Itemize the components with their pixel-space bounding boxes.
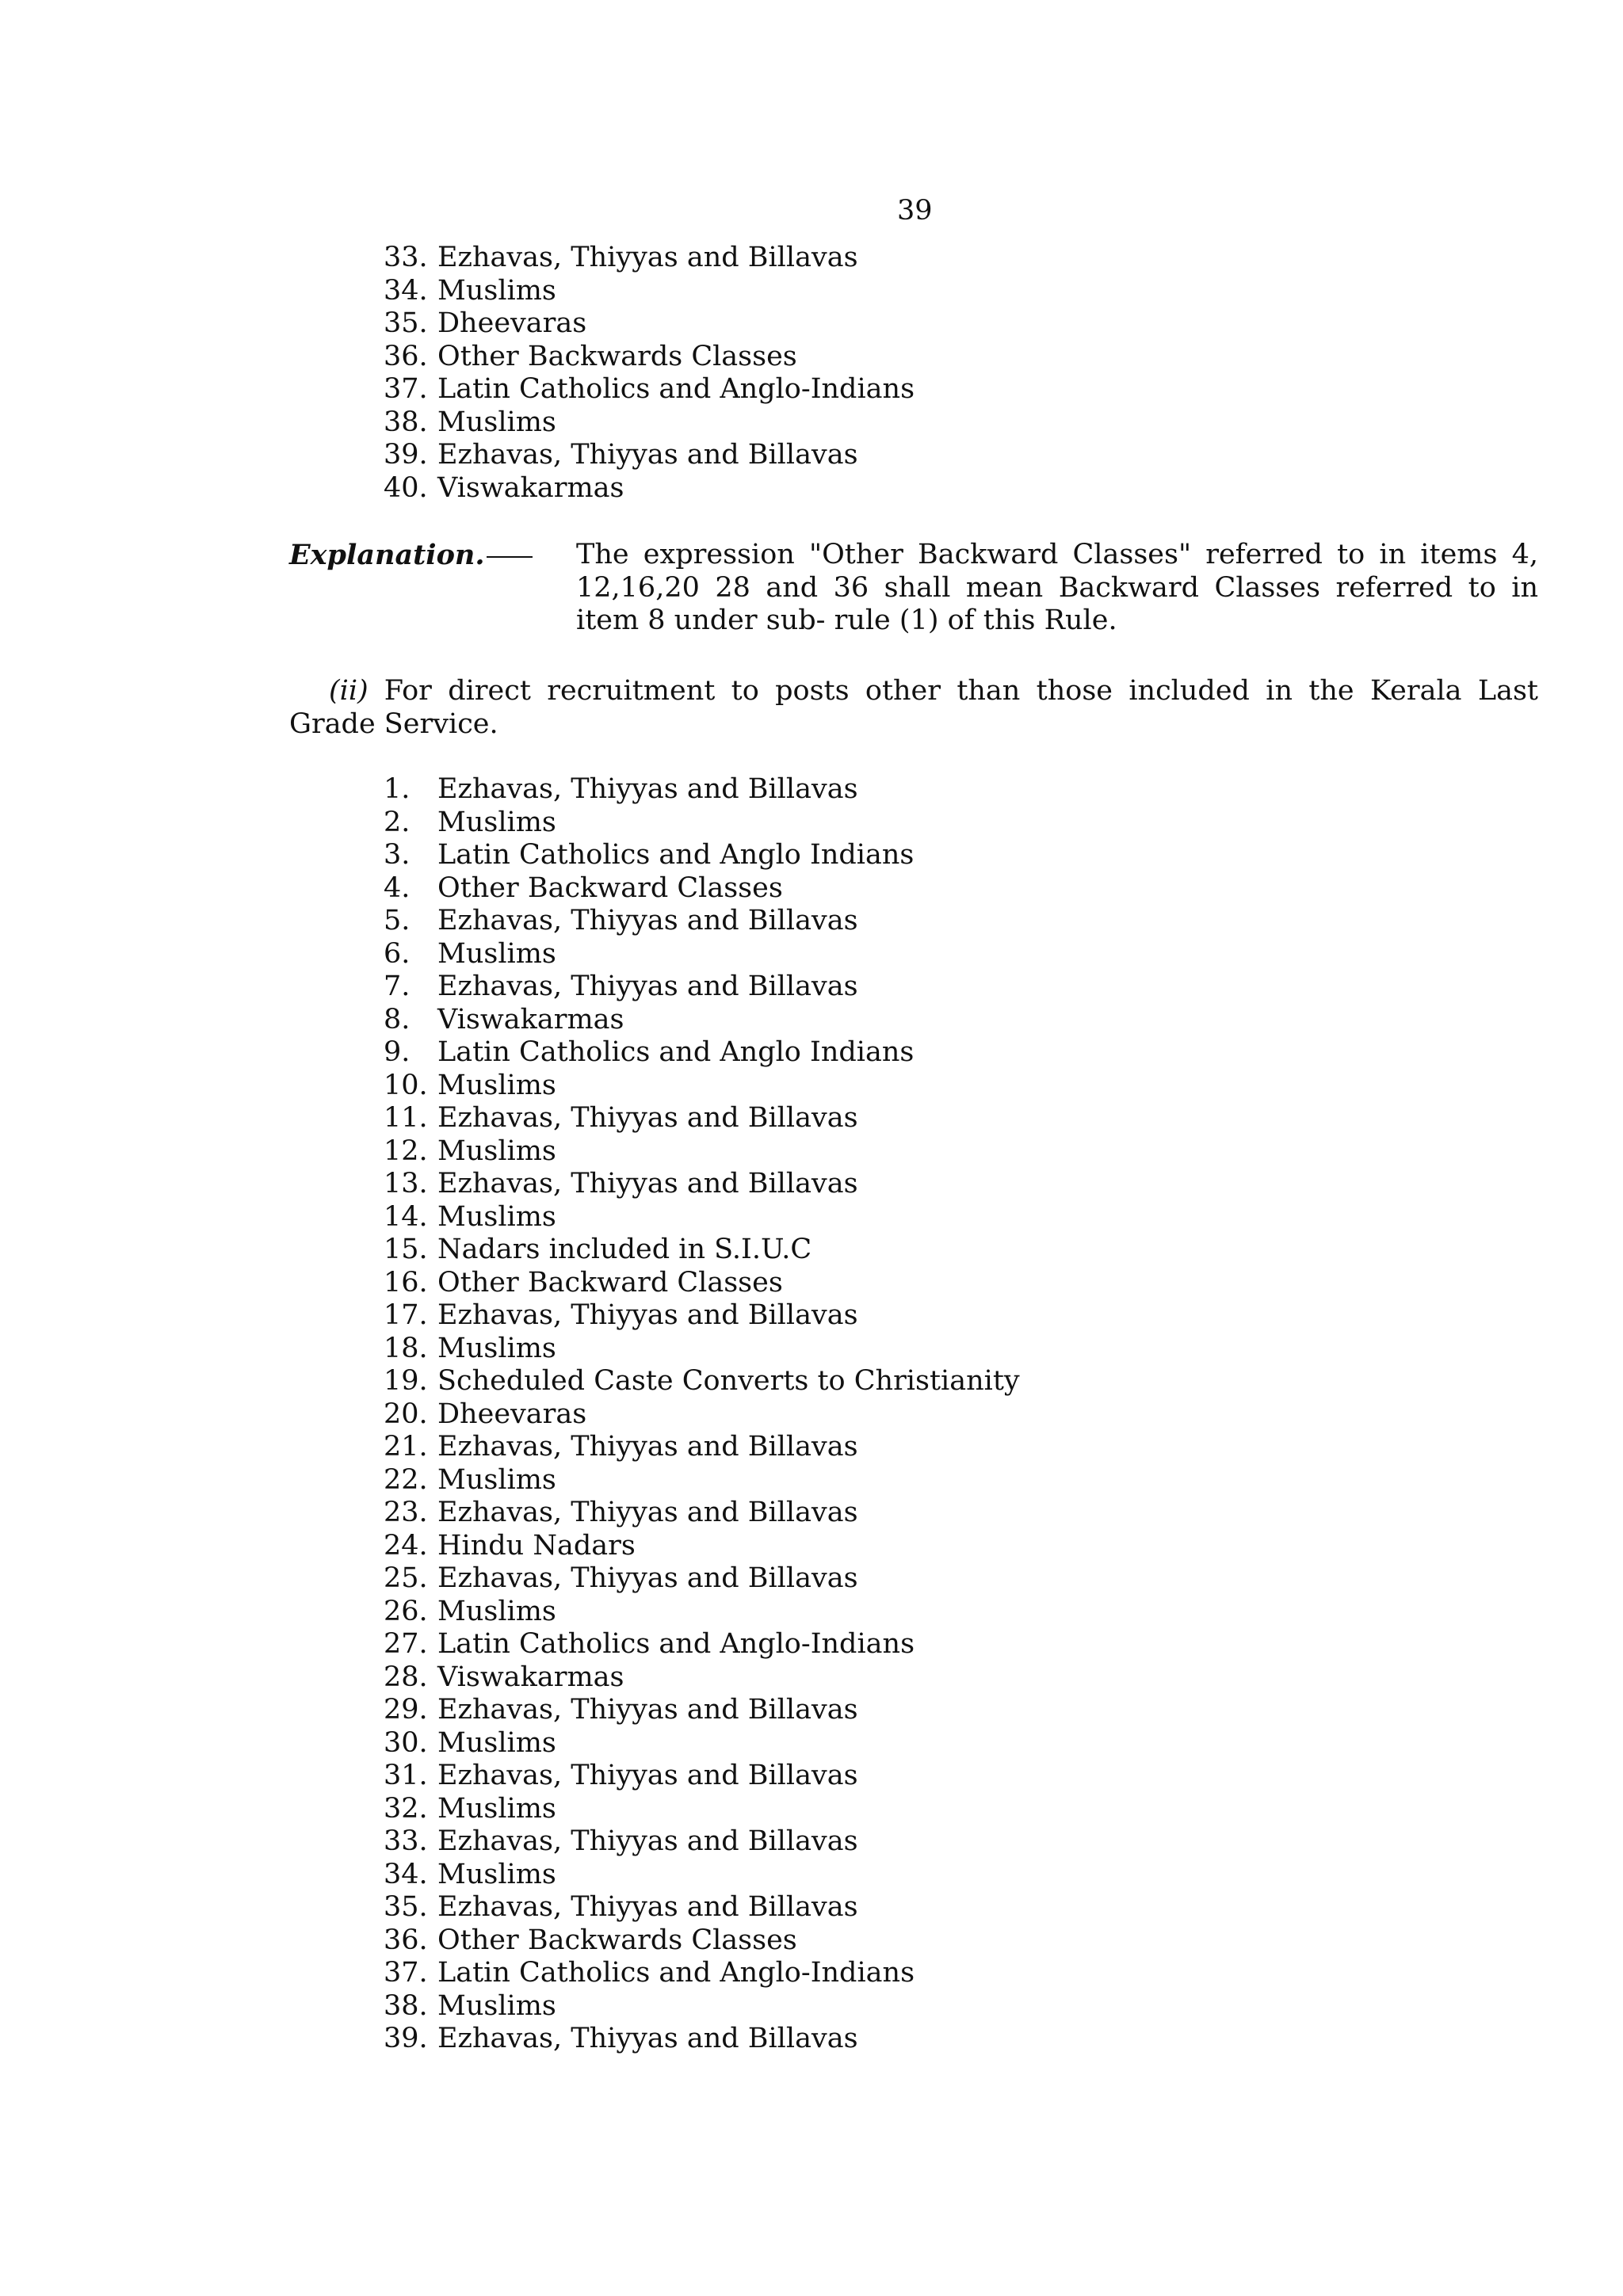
list-item-number: 38. [384,1989,428,2022]
list-item-text: Muslims [437,937,556,970]
list-item-text: Muslims [437,406,556,438]
list-item [384,1497,1020,1530]
list-item [384,1825,1020,1859]
list-item-text: Ezhavas, Thiyyas and Billavas [437,1168,858,1199]
list-item [384,439,915,472]
list-item [384,406,915,440]
list-item [384,472,915,505]
list-item-text: Ezhavas, Thiyyas and Billavas [437,1299,858,1331]
list-item-number: 39. [384,439,428,471]
list-item-number: 5. [384,905,411,936]
list-item-text: Ezhavas, Thiyyas and Billavas [437,1431,858,1463]
list-item-number: 2. [384,806,411,838]
list-item [384,1859,1020,1892]
list-item [384,1398,1020,1432]
list-item [384,1036,1020,1070]
list-item-number: 16. [384,1266,428,1299]
list-item-text: Ezhavas, Thiyyas and Billavas [437,2023,858,2054]
page-number: 39 [897,195,933,227]
list-item-text: Viswakarmas [437,1661,624,1693]
list-item [384,872,1020,906]
list-item-text: Scheduled Caste Converts to Christianity [437,1365,1020,1397]
list-item-number: 13. [384,1168,428,1199]
list-item-number: 4. [384,871,411,904]
list-item-number: 34. [384,1858,428,1890]
list-item [384,1004,1020,1037]
list-item-text: Ezhavas, Thiyyas and Billavas [437,1825,858,1857]
list-item [384,1661,1020,1695]
list-item-number: 39. [384,2023,428,2054]
list-item-text: Other Backwards Classes [437,340,797,372]
list-item [384,1299,1020,1333]
list-item-text: Latin Catholics and Anglo-Indians [437,1957,915,1989]
list-item [384,938,1020,971]
list-item [384,1201,1020,1234]
list-item [384,1760,1020,1793]
list-item-text: Ezhavas, Thiyyas and Billavas [437,773,858,805]
list-item-number: 30. [384,1726,428,1759]
em-dash-rule [487,556,533,558]
list-item-number: 31. [384,1760,428,1791]
list-item-number: 36. [384,340,428,372]
list-item-text: Ezhavas, Thiyyas and Billavas [437,1891,858,1923]
list-item-number: 37. [384,1957,428,1989]
list-item [384,307,915,341]
explanation-text: The expression "Other Backward Classes" referred to in items 4, 12,16,20 28 and 36 shall mean Backward Classes referred to in item 8 under sub- rule (1) of this Rule. [576,539,1538,636]
list-item-text: Other Backward Classes [437,1266,783,1299]
list-item-number: 32. [384,1792,428,1825]
list-item-number: 35. [384,307,428,339]
bottom-reservation-list [384,773,1020,2056]
list-item-number: 8. [384,1003,411,1035]
list-item-number: 1. [384,773,411,805]
list-item-text: Ezhavas, Thiyyas and Billavas [437,905,858,936]
list-item-text: Muslims [437,1595,556,1627]
list-item-text: Latin Catholics and Anglo-Indians [437,373,915,405]
list-item-text: Muslims [437,1332,556,1364]
list-item-number: 19. [384,1365,428,1397]
list-item-text: Muslims [437,1135,556,1167]
list-item-text: Muslims [437,1726,556,1759]
list-item-text: Muslims [437,1463,556,1496]
list-item [384,1891,1020,1924]
list-item-number: 38. [384,406,428,438]
top-reservation-list [384,242,915,505]
list-item-number: 21. [384,1431,428,1463]
list-item-text: Viswakarmas [437,1003,624,1035]
list-item [384,1694,1020,1727]
list-item [384,1957,1020,1990]
list-item [384,1102,1020,1135]
list-item-number: 20. [384,1398,428,1430]
clause-ii-paragraph [289,675,1538,741]
list-item-text: Latin Catholics and Anglo-Indians [437,1628,915,1660]
list-item-text: Ezhavas, Thiyyas and Billavas [437,242,858,273]
list-item-number: 25. [384,1562,428,1594]
list-item-number: 24. [384,1529,428,1562]
list-item [384,1530,1020,1563]
list-item-text: Viswakarmas [437,471,624,504]
list-item-number: 26. [384,1595,428,1627]
list-item-text: Ezhavas, Thiyyas and Billavas [437,1102,858,1134]
list-item [384,905,1020,938]
list-item [384,1333,1020,1366]
list-item-number: 33. [384,242,428,273]
list-item-text: Dheevaras [437,1398,587,1430]
list-item-number: 35. [384,1891,428,1923]
list-item-number: 10. [384,1069,428,1101]
list-item-text: Muslims [437,1989,556,2022]
list-item-number: 29. [384,1694,428,1726]
list-item [384,971,1020,1004]
list-item-text: Other Backwards Classes [437,1924,797,1956]
list-item [384,807,1020,840]
list-item-number: 34. [384,274,428,307]
list-item-number: 14. [384,1200,428,1233]
list-item [384,1562,1020,1596]
list-item-number: 23. [384,1497,428,1528]
list-item [384,1727,1020,1760]
list-item-number: 18. [384,1332,428,1364]
list-item-number: 6. [384,937,411,970]
list-item-text: Latin Catholics and Anglo Indians [437,839,915,871]
list-item-text: Nadars included in S.I.U.C [437,1234,812,1265]
list-item [384,1431,1020,1464]
list-item-number: 22. [384,1463,428,1496]
list-item [384,1365,1020,1398]
list-item [384,1990,1020,2023]
list-item-number: 11. [384,1102,428,1134]
clause-ii-text: For direct recruitment to posts other than those included in the Kerala Last Grade Service. [289,675,1538,740]
list-item [384,242,915,275]
list-item-text: Muslims [437,274,556,307]
list-item [384,275,915,308]
list-item-text: Ezhavas, Thiyyas and Billavas [437,1694,858,1726]
list-item [384,1596,1020,1629]
list-item-text: Muslims [437,806,556,838]
list-item-number: 15. [384,1234,428,1265]
list-item-text: Latin Catholics and Anglo Indians [437,1036,915,1068]
explanation-label: Explanation. [289,539,533,572]
list-item-text: Muslims [437,1069,556,1101]
list-item [384,1135,1020,1169]
list-item [384,373,915,406]
list-item-text: Ezhavas, Thiyyas and Billavas [437,439,858,471]
list-item [384,1234,1020,1267]
list-item [384,1267,1020,1300]
list-item-text: Muslims [437,1792,556,1825]
list-item-number: 27. [384,1628,428,1660]
list-item-number: 12. [384,1135,428,1167]
list-item-text: Hindu Nadars [437,1529,636,1562]
list-item-text: Ezhavas, Thiyyas and Billavas [437,1497,858,1528]
list-item [384,1924,1020,1958]
list-item-number: 3. [384,839,411,871]
list-item-text: Muslims [437,1858,556,1890]
list-item-number: 7. [384,971,411,1002]
list-item-text: Other Backward Classes [437,871,783,904]
list-item [384,1070,1020,1103]
list-item-number: 40. [384,471,428,504]
list-item-number: 33. [384,1825,428,1857]
list-item [384,839,1020,872]
list-item-number: 9. [384,1036,411,1068]
list-item [384,2023,1020,2056]
list-item-number: 28. [384,1661,428,1693]
list-item-number: 37. [384,373,428,405]
list-item [384,1464,1020,1497]
list-item [384,1628,1020,1661]
list-item-number: 36. [384,1924,428,1956]
list-item [384,1793,1020,1826]
list-item [384,1168,1020,1201]
list-item-number: 17. [384,1299,428,1331]
list-item-text: Ezhavas, Thiyyas and Billavas [437,1562,858,1594]
list-item-text: Ezhavas, Thiyyas and Billavas [437,971,858,1002]
list-item-text: Ezhavas, Thiyyas and Billavas [437,1760,858,1791]
list-item-text: Muslims [437,1200,556,1233]
list-item [384,341,915,374]
list-item-text: Dheevaras [437,307,587,339]
clause-ii-number: (ii) [329,675,369,707]
list-item [384,773,1020,807]
